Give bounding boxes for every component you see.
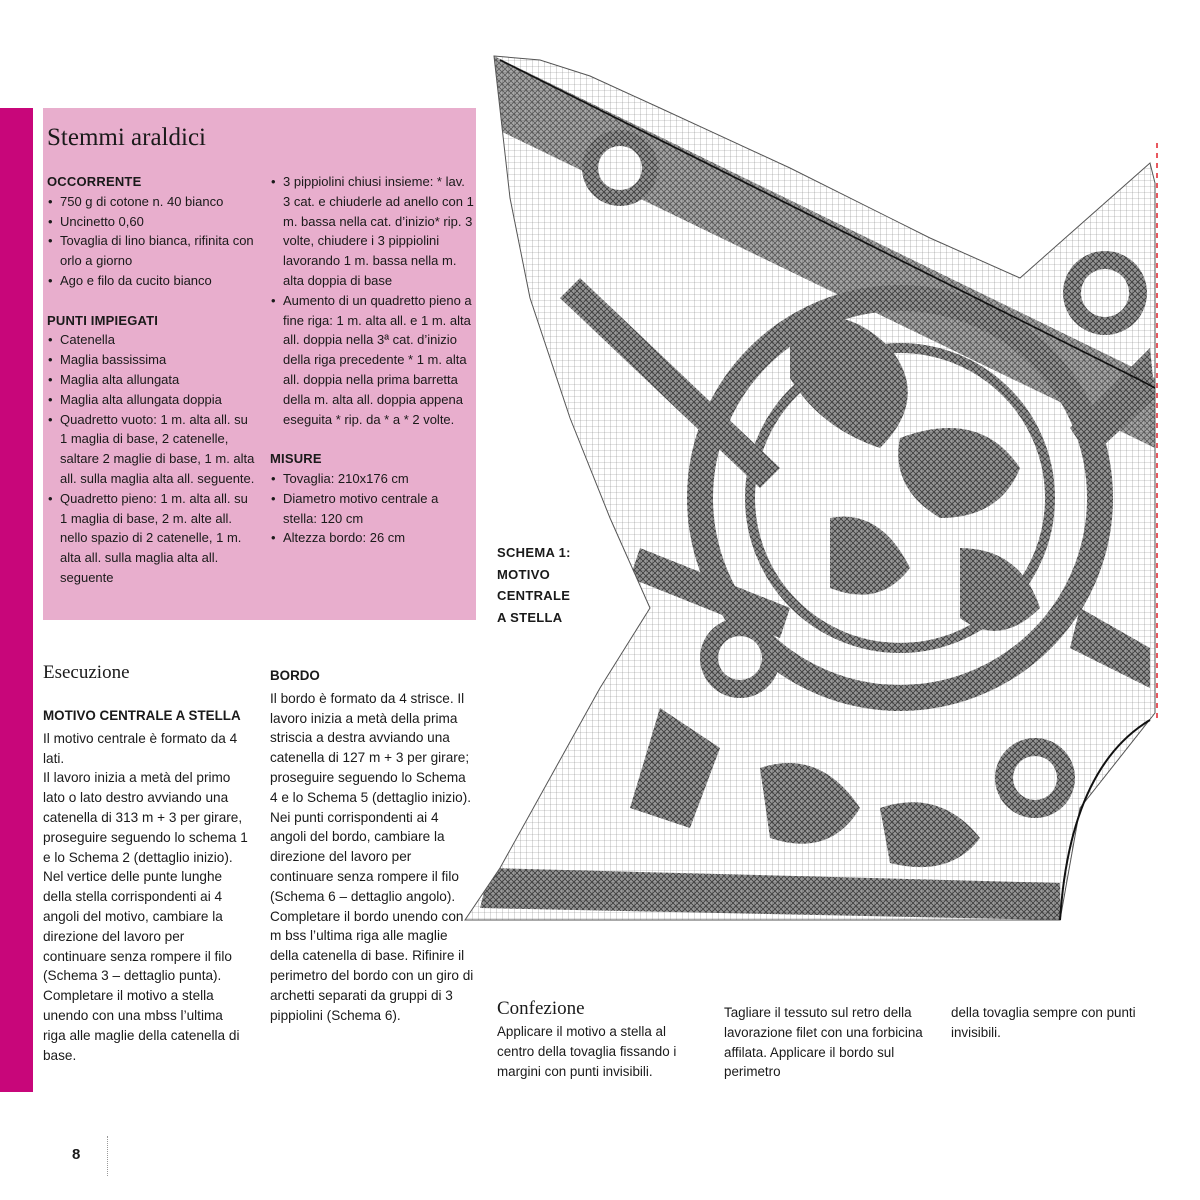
list-item: • Uncinetto 0,60 <box>47 212 257 232</box>
schema-label-line: CENTRALE <box>497 588 571 603</box>
list-item: • Ago e filo da cucito bianco <box>47 271 257 291</box>
misure-heading: MISURE <box>270 451 322 467</box>
page-number: 8 <box>72 1146 81 1163</box>
punti-list <box>47 330 257 587</box>
confezione-column-1: Applicare il motivo a stella al centro della tovaglia fissando i margini con punti invisibili. <box>497 1024 677 1079</box>
list-item: • Quadretto pieno: 1 m. alta all. su 1 maglia di base, 2 m. alte all. nello spazio di 2 catenelle, 1 m. alta all. sulla maglia alta all. seguente <box>47 489 257 588</box>
confezione-column-2: Tagliare il tessuto sul retro della lavorazione filet con una forbicina affilata. Applicare il bordo sul perimetro <box>724 1005 923 1080</box>
confezione-column-3: della tovaglia sempre con punti invisibili. <box>951 1005 1136 1040</box>
schema-label-line: MOTIVO <box>497 566 551 582</box>
motivo-heading: MOTIVO CENTRALE A STELLA <box>43 708 241 723</box>
list-item: • Quadretto vuoto: 1 m. alta all. su 1 maglia di base, 2 catenelle, saltare 2 maglie di base, 1 m. alta all. sulla maglia alta all. seguente. <box>47 410 257 489</box>
list-item: • Tovaglia: 210x176 cm <box>270 469 474 489</box>
motivo-column <box>43 706 248 1065</box>
list-item: • Maglia alta allungata doppia <box>47 390 257 410</box>
punti-heading: PUNTI IMPIEGATI <box>47 312 159 328</box>
list-item: • Maglia alta allungata <box>47 370 257 390</box>
confezione-title: Confezione <box>497 998 585 1019</box>
motivo-paragraph: Il lavoro inizia a metà del primo lato o lato destro avviando una catenella di 313 m + 3 per girare, proseguire seguendo lo schema 1 e lo Schema 2 (dettaglio inizio). Nel vertice delle punte lunghe della stella corrispondenti ai 4 angoli del motivo, cambiare la direzione del lavoro per continuare senza rompere il filo (Schema 3 – dettaglio punta). <box>43 770 248 984</box>
bordo-heading: BORDO <box>270 668 320 683</box>
list-item: • 3 pippiolini chiusi insieme: * lav. 3 cat. e chiuderle ad anello con 1 m. bassa nella cat. d’inizio* rip. 3 volte, chiudere i 3 pippiolini lavorando 1 m. bassa nella m. alta doppia di base <box>270 172 474 291</box>
list-item: • 750 g di cotone n. 40 bianco <box>47 192 257 212</box>
bordo-column <box>270 666 476 1025</box>
list-item: • Diametro motivo centrale a stella: 120 cm <box>270 489 474 529</box>
schema-label-line: A STELLA <box>497 609 563 625</box>
bordo-paragraph: Il bordo è formato da 4 strisce. Il lavoro inizia a metà della prima striscia a destra avviando una catenella di 127 m + 3 per girare; proseguire seguendo lo Schema 4 e lo Schema 5 (dettaglio inizio). <box>270 690 471 805</box>
list-item: • Maglia bassissima <box>47 350 257 370</box>
occorrente-list <box>47 192 257 291</box>
box-title: Stemmi araldici <box>47 124 206 151</box>
schema-label-line: SCHEMA 1: <box>497 545 571 560</box>
motivo-paragraph: Completare il motivo a stella unendo con una mbss l’ultima riga alle maglie della catenella di base. <box>43 988 240 1063</box>
occorrente-heading: OCCORRENTE <box>47 174 142 189</box>
schema-1-label <box>497 542 587 628</box>
box-column-right <box>270 172 474 548</box>
bordo-paragraph: Nei punti corrispondenti ai 4 angoli del bordo, cambiare la direzione del lavoro per continuare senza rompere il filo (Schema 6 – dettaglio angolo). Completare il bordo unendo con m bss l’ultima riga alle maglie della catenella di base. Rifinire il perimetro del bordo con un giro di archetti separati da gruppi di 3 pippiolini (Schema 6). <box>270 809 474 1023</box>
list-item: • Catenella <box>47 330 257 350</box>
list-item: • Tovaglia di lino bianca, rifinita con orlo a giorno <box>47 231 257 271</box>
list-item: • Altezza bordo: 26 cm <box>270 528 474 548</box>
page-number-rule <box>107 1136 108 1176</box>
motivo-paragraph: Il motivo centrale è formato da 4 lati. <box>43 730 238 766</box>
magenta-side-bar <box>0 108 33 1092</box>
box-column-left <box>47 172 257 588</box>
esecuzione-title: Esecuzione <box>43 662 130 683</box>
list-item: • Aumento di un quadretto pieno a fine riga: 1 m. alta all. e 1 m. alta all. doppia nella 3ª cat. d’inizio della riga precedente * 1 m. alta all. doppia nella prima barretta della m. alta all. doppia appena eseguita * rip. da * a * 2 volte. <box>270 291 474 430</box>
punti-list-continued <box>270 172 474 429</box>
misure-list <box>270 469 474 548</box>
filet-crochet-chart <box>460 48 1180 928</box>
